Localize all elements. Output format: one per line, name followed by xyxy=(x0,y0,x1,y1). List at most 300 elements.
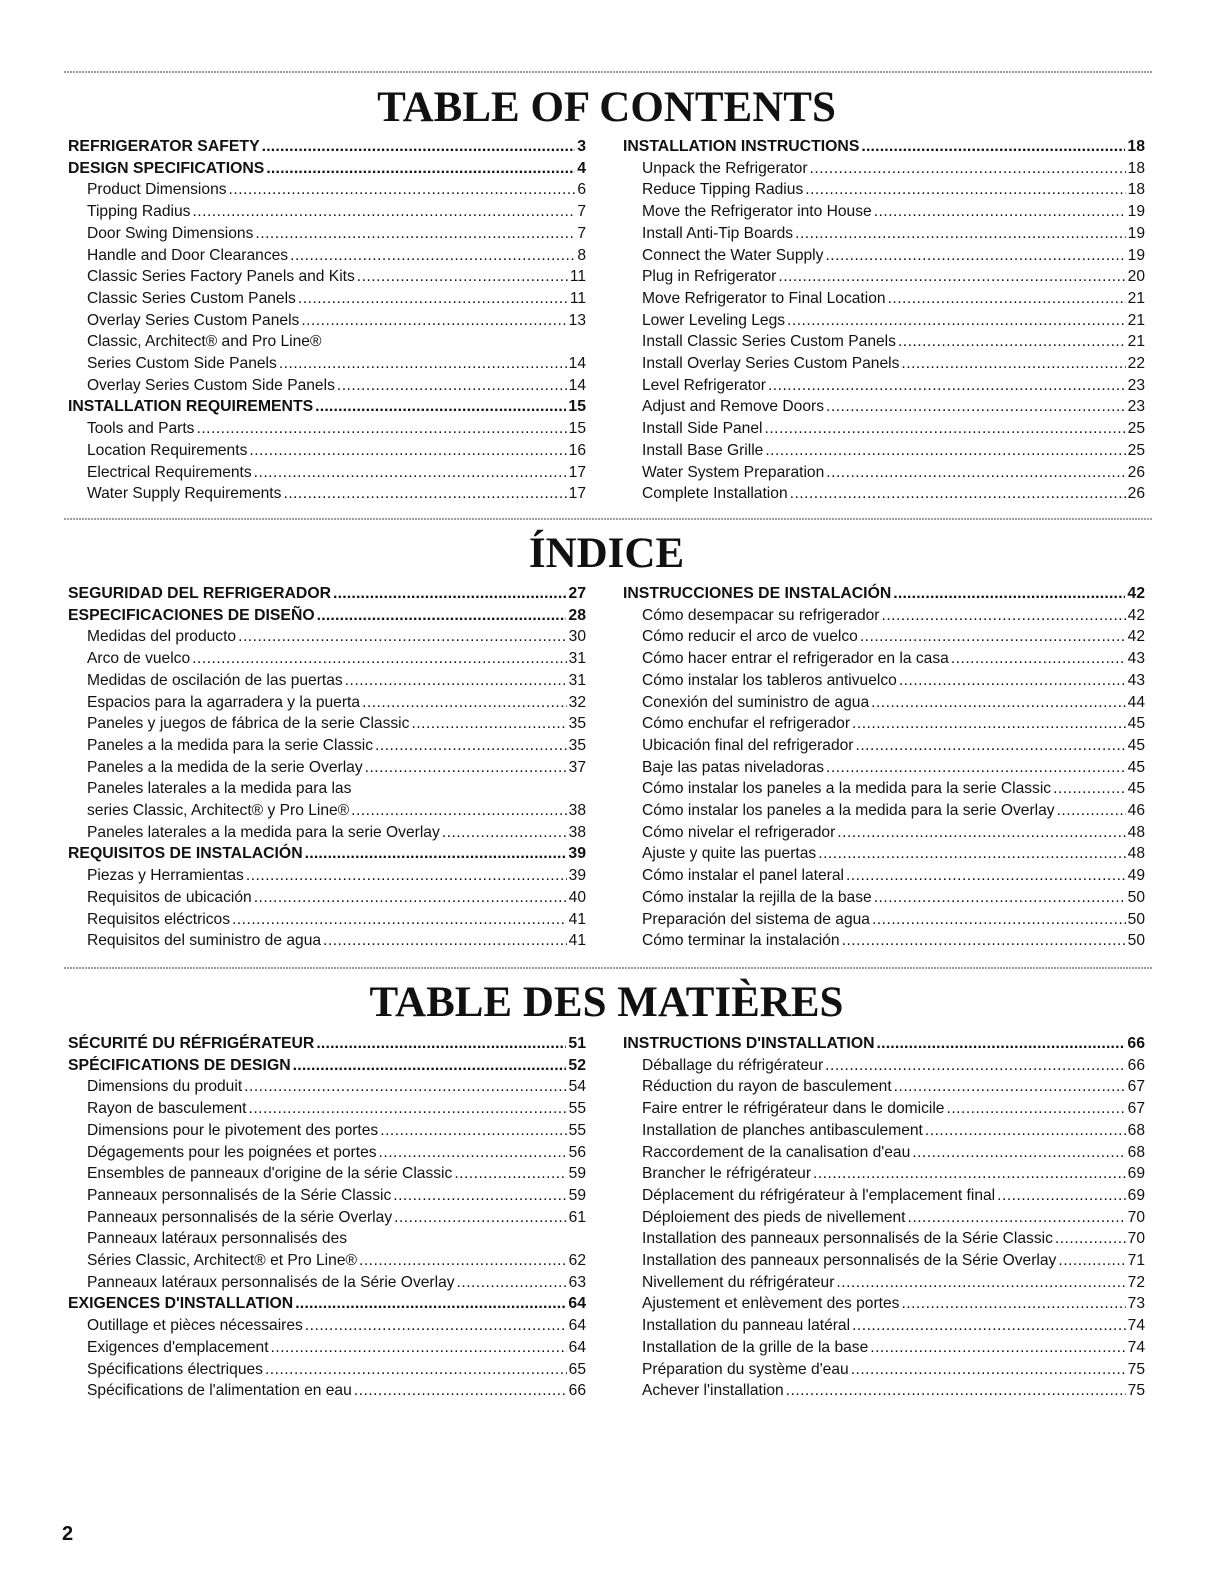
toc-page-number: 42 xyxy=(1127,606,1145,624)
toc-entry xyxy=(68,440,586,462)
toc-entry xyxy=(623,865,1145,887)
toc-page-number: 3 xyxy=(577,138,586,155)
toc-entry-title: Water System Preparation xyxy=(642,463,825,481)
dot-leader xyxy=(262,136,576,158)
dot-leader xyxy=(255,223,575,245)
toc-entry-title: Install Anti-Tip Boards xyxy=(642,224,794,242)
toc-entry-title: Panneaux personnalisés de la Série Classic xyxy=(87,1186,392,1204)
toc-entry-continued-text: Classic, Architect® and Pro Line® xyxy=(87,333,322,351)
toc-page-number: 67 xyxy=(1127,1078,1145,1096)
toc-entry-title: Installation des panneaux personnalisés de la Série Classic xyxy=(642,1230,1053,1248)
toc-page-number: 18 xyxy=(1127,159,1145,177)
dot-leader xyxy=(266,158,575,180)
dot-leader xyxy=(826,757,1126,779)
toc-page-number: 45 xyxy=(1127,780,1145,798)
toc-page-number: 46 xyxy=(1127,802,1145,820)
toc-entry xyxy=(623,735,1145,757)
toc-page-number: 38 xyxy=(568,823,586,841)
toc-entry-title: Install Base Grille xyxy=(642,441,764,459)
toc-entry xyxy=(68,245,586,267)
toc-page-number: 72 xyxy=(1127,1273,1145,1291)
toc-entry-title: SEGURIDAD DEL REFRIGERADOR xyxy=(68,585,332,602)
toc-heading-entry xyxy=(623,136,1145,158)
toc-entry xyxy=(623,1380,1145,1402)
dot-leader xyxy=(375,735,567,757)
toc-entry xyxy=(68,201,586,223)
toc-entry-title: Arco de vuelco xyxy=(87,650,191,668)
toc-page-number: 73 xyxy=(1127,1295,1145,1313)
dot-leader xyxy=(846,865,1126,887)
toc-entry xyxy=(623,626,1145,648)
toc-entry-title: Requisitos del suministro de agua xyxy=(87,932,322,950)
toc-page-number: 18 xyxy=(1127,181,1145,199)
dot-leader xyxy=(290,245,575,267)
dot-leader xyxy=(851,1359,1126,1381)
dot-leader xyxy=(765,440,1125,462)
toc-page-number: 44 xyxy=(1127,693,1145,711)
toc-page-number: 11 xyxy=(569,268,586,286)
toc-page-number: 43 xyxy=(1127,671,1145,689)
toc-heading-entry xyxy=(623,1033,1145,1055)
toc-entry-title: Ensembles de panneaux d'origine de la série Classic xyxy=(87,1165,453,1183)
toc-entry-title: Lower Leveling Legs xyxy=(642,311,786,329)
toc-entry xyxy=(623,266,1145,288)
toc-entry-title: series Classic, Architect® y Pro Line® xyxy=(87,802,350,820)
toc-entry xyxy=(68,822,586,844)
dot-leader xyxy=(787,310,1126,332)
toc-entry-title: Exigences d'emplacement xyxy=(87,1338,269,1356)
toc-page-number: 37 xyxy=(568,758,586,776)
toc-entry xyxy=(623,930,1145,952)
dot-leader xyxy=(246,865,567,887)
toc-page-number: 50 xyxy=(1127,888,1145,906)
toc-entry xyxy=(623,1228,1145,1250)
dot-leader xyxy=(790,483,1126,505)
toc-page-number: 64 xyxy=(568,1295,586,1313)
toc-entry xyxy=(623,800,1145,822)
toc-entry-title: Classic Series Custom Panels xyxy=(87,289,296,307)
toc-heading-entry xyxy=(68,583,586,605)
toc-entry-title: Requisitos eléctricos xyxy=(87,910,231,928)
toc-entry-title: Déploiement des pieds de nivellement xyxy=(642,1208,906,1226)
dot-leader xyxy=(354,1380,567,1402)
dot-leader xyxy=(323,930,567,952)
dot-leader xyxy=(836,1272,1125,1294)
toc-heading-entry xyxy=(68,396,586,418)
toc-entry xyxy=(68,353,586,375)
toc-page-number: 41 xyxy=(568,910,586,928)
dot-leader xyxy=(249,440,566,462)
toc-entry-title: Requisitos de ubicación xyxy=(87,888,252,906)
toc-entry xyxy=(623,179,1145,201)
toc-heading-entry xyxy=(623,583,1145,605)
dot-leader xyxy=(925,1120,1126,1142)
toc-page-number: 65 xyxy=(568,1360,586,1378)
toc-page-number: 74 xyxy=(1127,1338,1145,1356)
toc-page-number: 66 xyxy=(568,1382,586,1400)
toc-entry-title: Dimensions du produit xyxy=(87,1078,243,1096)
toc-entry-title: Cómo hacer entrar el refrigerador en la casa xyxy=(642,650,949,668)
toc-heading-entry xyxy=(68,605,586,627)
dot-leader xyxy=(786,1380,1126,1402)
toc-page-number: 31 xyxy=(568,671,586,689)
dot-leader xyxy=(805,179,1125,201)
dot-leader xyxy=(997,1185,1125,1207)
toc-page-number: 8 xyxy=(577,246,586,264)
toc-page-number: 26 xyxy=(1127,463,1145,481)
toc-page-number: 17 xyxy=(568,463,586,481)
toc-entry-title: Move Refrigerator to Final Location xyxy=(642,289,886,307)
toc-entry xyxy=(623,1250,1145,1272)
toc-entry-title: Preparación del sistema de agua xyxy=(642,910,870,928)
toc-page-number: 21 xyxy=(1127,311,1145,329)
toc-right-column-spanish xyxy=(623,583,1145,952)
dot-leader xyxy=(893,583,1125,605)
toc-entry xyxy=(68,670,586,692)
toc-entry xyxy=(68,1120,586,1142)
toc-entry-title: INSTALLATION INSTRUCTIONS xyxy=(623,138,860,155)
toc-entry xyxy=(623,1359,1145,1381)
toc-page-number: 6 xyxy=(577,181,586,199)
dot-leader xyxy=(852,713,1126,735)
toc-entry xyxy=(68,1163,586,1185)
dot-leader xyxy=(778,266,1125,288)
dot-leader xyxy=(861,136,1125,158)
dot-leader xyxy=(1058,1250,1125,1272)
toc-page-number: 45 xyxy=(1127,715,1145,733)
toc-page-number: 32 xyxy=(568,693,586,711)
toc-heading-entry xyxy=(68,1033,586,1055)
dot-leader xyxy=(872,909,1126,931)
toc-entry xyxy=(68,887,586,909)
toc-entry xyxy=(623,331,1145,353)
toc-entry xyxy=(623,822,1145,844)
toc-page-number: 69 xyxy=(1127,1186,1145,1204)
toc-entry-title: Paneles laterales a la medida para la serie Overlay xyxy=(87,823,440,841)
toc-entry xyxy=(623,778,1145,800)
dot-leader xyxy=(298,288,568,310)
toc-page-number: 19 xyxy=(1127,246,1145,264)
dot-leader xyxy=(894,1076,1126,1098)
toc-page-number: 59 xyxy=(568,1165,586,1183)
toc-entry-title: Brancher le réfrigérateur xyxy=(642,1165,812,1183)
dot-leader xyxy=(238,626,567,648)
toc-page-number: 49 xyxy=(1127,867,1145,885)
dot-leader xyxy=(305,843,567,865)
toc-entry-title: SÉCURITÉ DU RÉFRIGÉRATEUR xyxy=(68,1035,315,1052)
toc-entry-title: Overlay Series Custom Panels xyxy=(87,311,300,329)
toc-entry xyxy=(68,310,586,332)
toc-entry-title: Baje las patas niveladoras xyxy=(642,758,825,776)
toc-page-number: 40 xyxy=(568,888,586,906)
toc-entry-title: Connect the Water Supply xyxy=(642,246,824,264)
dot-leader xyxy=(196,418,566,440)
toc-heading-entry xyxy=(68,136,586,158)
toc-page-number: 48 xyxy=(1127,845,1145,863)
toc-entry xyxy=(623,440,1145,462)
dot-leader xyxy=(874,887,1126,909)
toc-entry xyxy=(623,1185,1145,1207)
toc-entry-title: Install Classic Series Custom Panels xyxy=(642,333,896,351)
section-title-spanish: ÍNDICE xyxy=(528,530,685,577)
toc-entry xyxy=(68,1185,586,1207)
toc-page-number: 19 xyxy=(1127,203,1145,221)
toc-entry xyxy=(68,1359,586,1381)
toc-page-number: 7 xyxy=(577,203,586,221)
dot-leader xyxy=(1053,778,1126,800)
toc-entry-title: Conexión del suministro de agua xyxy=(642,693,870,711)
toc-entry-title: Overlay Series Custom Side Panels xyxy=(87,376,335,394)
toc-entry-title: Paneles y juegos de fábrica de la serie Classic xyxy=(87,715,410,733)
toc-entry xyxy=(68,266,586,288)
toc-entry xyxy=(623,1076,1145,1098)
toc-entry-title: Cómo instalar los paneles a la medida para la serie Classic xyxy=(642,780,1052,798)
toc-entry xyxy=(68,288,586,310)
toc-entry-title: Product Dimensions xyxy=(87,181,227,199)
dot-leader xyxy=(365,757,567,779)
dot-leader xyxy=(442,822,567,844)
toc-page-number: 67 xyxy=(1127,1100,1145,1118)
dot-leader xyxy=(379,1142,567,1164)
toc-page-number: 14 xyxy=(568,355,586,373)
toc-entry-title: REQUISITOS DE INSTALACIÓN xyxy=(68,845,303,863)
toc-entry-continued-text: Paneles laterales a la medida para las xyxy=(87,780,352,798)
dot-leader xyxy=(454,1163,566,1185)
dot-leader xyxy=(254,462,567,484)
toc-entry-title: Adjust and Remove Doors xyxy=(642,398,825,416)
dot-leader xyxy=(870,1337,1125,1359)
dot-leader xyxy=(232,909,567,931)
dot-leader xyxy=(192,648,566,670)
divider-rule xyxy=(64,518,1152,520)
toc-page-number: 70 xyxy=(1127,1230,1145,1248)
dot-leader xyxy=(852,1315,1126,1337)
toc-page-number: 54 xyxy=(568,1078,586,1096)
toc-right-column-french xyxy=(623,1033,1145,1402)
dot-leader xyxy=(411,713,566,735)
toc-entry xyxy=(623,310,1145,332)
dot-leader xyxy=(362,692,567,714)
toc-entry-title: Cómo reducir el arco de vuelco xyxy=(642,628,858,646)
dot-leader xyxy=(333,583,566,605)
dot-leader xyxy=(279,353,567,375)
toc-entry-title: Door Swing Dimensions xyxy=(87,224,254,242)
dot-leader xyxy=(283,483,566,505)
toc-entry xyxy=(68,418,586,440)
toc-page-number: 62 xyxy=(568,1252,586,1270)
section-title-english: TABLE OF CONTENTS xyxy=(377,84,836,131)
toc-entry xyxy=(68,375,586,397)
toc-page-number: 56 xyxy=(568,1143,586,1161)
toc-entry xyxy=(623,223,1145,245)
dot-leader xyxy=(254,887,567,909)
toc-page-number: 50 xyxy=(1127,932,1145,950)
dot-leader xyxy=(305,1315,567,1337)
toc-page-number: 55 xyxy=(568,1100,586,1118)
toc-entry xyxy=(623,843,1145,865)
toc-page-number: 42 xyxy=(1127,585,1145,602)
toc-entry-title: Install Overlay Series Custom Panels xyxy=(642,355,900,373)
toc-entry xyxy=(623,692,1145,714)
toc-entry xyxy=(623,158,1145,180)
dot-leader xyxy=(946,1098,1125,1120)
toc-entry-title: Cómo instalar la rejilla de la base xyxy=(642,888,872,906)
toc-heading-entry xyxy=(68,1055,586,1077)
dot-leader xyxy=(818,843,1125,865)
toc-entry-title: Electrical Requirements xyxy=(87,463,252,481)
toc-entry-title: Tools and Parts xyxy=(87,420,195,438)
toc-entry xyxy=(623,1207,1145,1229)
toc-page-number: 70 xyxy=(1127,1208,1145,1226)
toc-entry xyxy=(623,375,1145,397)
toc-heading-entry xyxy=(68,158,586,180)
toc-entry-title: Paneles a la medida de la serie Overlay xyxy=(87,758,363,776)
dot-leader xyxy=(810,158,1126,180)
toc-entry-title: ESPECIFICACIONES DE DISEÑO xyxy=(68,606,315,624)
dot-leader xyxy=(301,310,566,332)
dot-leader xyxy=(899,670,1126,692)
dot-leader xyxy=(380,1120,566,1142)
toc-page-number: 75 xyxy=(1127,1382,1145,1400)
toc-page-number: 38 xyxy=(568,802,586,820)
toc-entry xyxy=(68,1250,586,1272)
toc-entry xyxy=(623,1055,1145,1077)
toc-entry xyxy=(623,605,1145,627)
toc-page-number: 39 xyxy=(568,845,586,863)
dot-leader xyxy=(229,179,576,201)
toc-entry xyxy=(68,626,586,648)
toc-entry-title: Ubicación final del refrigerador xyxy=(642,736,854,754)
toc-entry-title: Déplacement du réfrigérateur à l'emplacement final xyxy=(642,1186,996,1204)
toc-entry xyxy=(68,757,586,779)
toc-page-number: 66 xyxy=(1127,1056,1145,1074)
toc-entry xyxy=(623,396,1145,418)
toc-page-number: 23 xyxy=(1127,398,1145,416)
dot-leader xyxy=(813,1163,1126,1185)
toc-entry xyxy=(623,462,1145,484)
toc-page-number: 74 xyxy=(1127,1317,1145,1335)
dot-leader xyxy=(795,223,1126,245)
toc-entry xyxy=(68,483,586,505)
toc-entry-title: Plug in Refrigerator xyxy=(642,268,777,286)
toc-page-number: 64 xyxy=(568,1338,586,1356)
dot-leader xyxy=(881,605,1125,627)
toc-entry xyxy=(68,1315,586,1337)
toc-page-number: 45 xyxy=(1127,758,1145,776)
toc-entry xyxy=(623,1163,1145,1185)
toc-entry xyxy=(623,1293,1145,1315)
dot-leader xyxy=(394,1207,567,1229)
dot-leader xyxy=(249,1098,567,1120)
toc-entry xyxy=(623,483,1145,505)
toc-right-column-english xyxy=(623,136,1145,505)
toc-page-number: 35 xyxy=(568,736,586,754)
toc-entry-title: Cómo desempacar su refrigerador xyxy=(642,606,880,624)
toc-page-number: 7 xyxy=(577,224,586,242)
toc-page-number: 35 xyxy=(568,715,586,733)
dot-leader xyxy=(768,375,1126,397)
toc-entry-title: SPÉCIFICATIONS DE DESIGN xyxy=(68,1056,291,1074)
dot-leader xyxy=(317,605,567,627)
toc-page-number: 22 xyxy=(1127,355,1145,373)
dot-leader xyxy=(837,822,1125,844)
toc-entry-title: EXIGENCES D'INSTALLATION xyxy=(68,1295,294,1313)
toc-entry-title: Panneaux latéraux personnalisés de la Série Overlay xyxy=(87,1273,455,1291)
toc-entry xyxy=(68,800,586,822)
toc-page-number: 28 xyxy=(568,606,586,624)
toc-entry-title: Rayon de basculement xyxy=(87,1100,247,1118)
dot-leader xyxy=(951,648,1126,670)
toc-entry xyxy=(623,353,1145,375)
toc-entry xyxy=(623,1315,1145,1337)
toc-entry xyxy=(68,179,586,201)
toc-entry-title: Piezas y Herramientas xyxy=(87,867,244,885)
toc-entry-title: Réduction du rayon de basculement xyxy=(642,1078,892,1096)
dot-leader xyxy=(1055,1228,1126,1250)
toc-entry xyxy=(68,223,586,245)
dot-leader xyxy=(265,1359,567,1381)
toc-page-number: 68 xyxy=(1127,1143,1145,1161)
toc-entry-title: Cómo nivelar el refrigerador xyxy=(642,823,836,841)
toc-entry xyxy=(623,1120,1145,1142)
toc-entry-title: Spécifications électriques xyxy=(87,1360,263,1378)
toc-entry xyxy=(68,930,586,952)
toc-page-number: 41 xyxy=(568,932,586,950)
dot-leader xyxy=(908,1207,1126,1229)
dot-leader xyxy=(901,1293,1125,1315)
toc-page-number: 23 xyxy=(1127,376,1145,394)
dot-leader xyxy=(316,1033,566,1055)
dot-leader xyxy=(337,375,567,397)
toc-entry-title: Déballage du réfrigérateur xyxy=(642,1056,824,1074)
section-title-french: TABLE DES MATIÈRES xyxy=(369,979,844,1026)
toc-entry xyxy=(68,1272,586,1294)
divider-rule xyxy=(64,71,1152,73)
toc-entry xyxy=(623,1337,1145,1359)
toc-entry xyxy=(68,909,586,931)
toc-page-number: 15 xyxy=(568,398,586,416)
toc-page-number: 13 xyxy=(568,311,586,329)
dot-leader xyxy=(351,800,566,822)
page-number: 2 xyxy=(62,1523,74,1545)
dot-leader xyxy=(825,1055,1125,1077)
toc-entry-title: Cómo enchufar el refrigerador xyxy=(642,715,851,733)
dot-leader xyxy=(271,1337,567,1359)
toc-page-number: 19 xyxy=(1127,224,1145,242)
toc-entry-title: Cómo instalar el panel lateral xyxy=(642,867,844,885)
toc-entry xyxy=(623,887,1145,909)
toc-entry-title: INSTALLATION REQUIREMENTS xyxy=(68,398,314,416)
toc-entry-title: Cómo instalar los paneles a la medida para la serie Overlay xyxy=(642,802,1055,820)
toc-entry-title: Faire entrer le réfrigérateur dans le domicile xyxy=(642,1100,945,1118)
toc-entry-title: Medidas de oscilación de las puertas xyxy=(87,671,343,689)
toc-entry-title: Nivellement du réfrigérateur xyxy=(642,1273,835,1291)
toc-entry-title: REFRIGERATOR SAFETY xyxy=(68,138,260,155)
dot-leader xyxy=(826,396,1126,418)
toc-entry xyxy=(623,418,1145,440)
toc-page-number: 21 xyxy=(1127,333,1145,351)
toc-page-number: 25 xyxy=(1127,441,1145,459)
toc-page-number: 11 xyxy=(569,289,586,307)
toc-entry-title: Installation de la grille de la base xyxy=(642,1338,869,1356)
toc-page-number: 52 xyxy=(568,1056,586,1074)
toc-page-number: 17 xyxy=(568,485,586,503)
toc-entry-title: Préparation du système d'eau xyxy=(642,1360,849,1378)
toc-entry xyxy=(623,713,1145,735)
dot-leader xyxy=(244,1076,566,1098)
dot-leader xyxy=(393,1185,566,1207)
toc-entry-title: Installation de planches antibasculement xyxy=(642,1121,923,1139)
